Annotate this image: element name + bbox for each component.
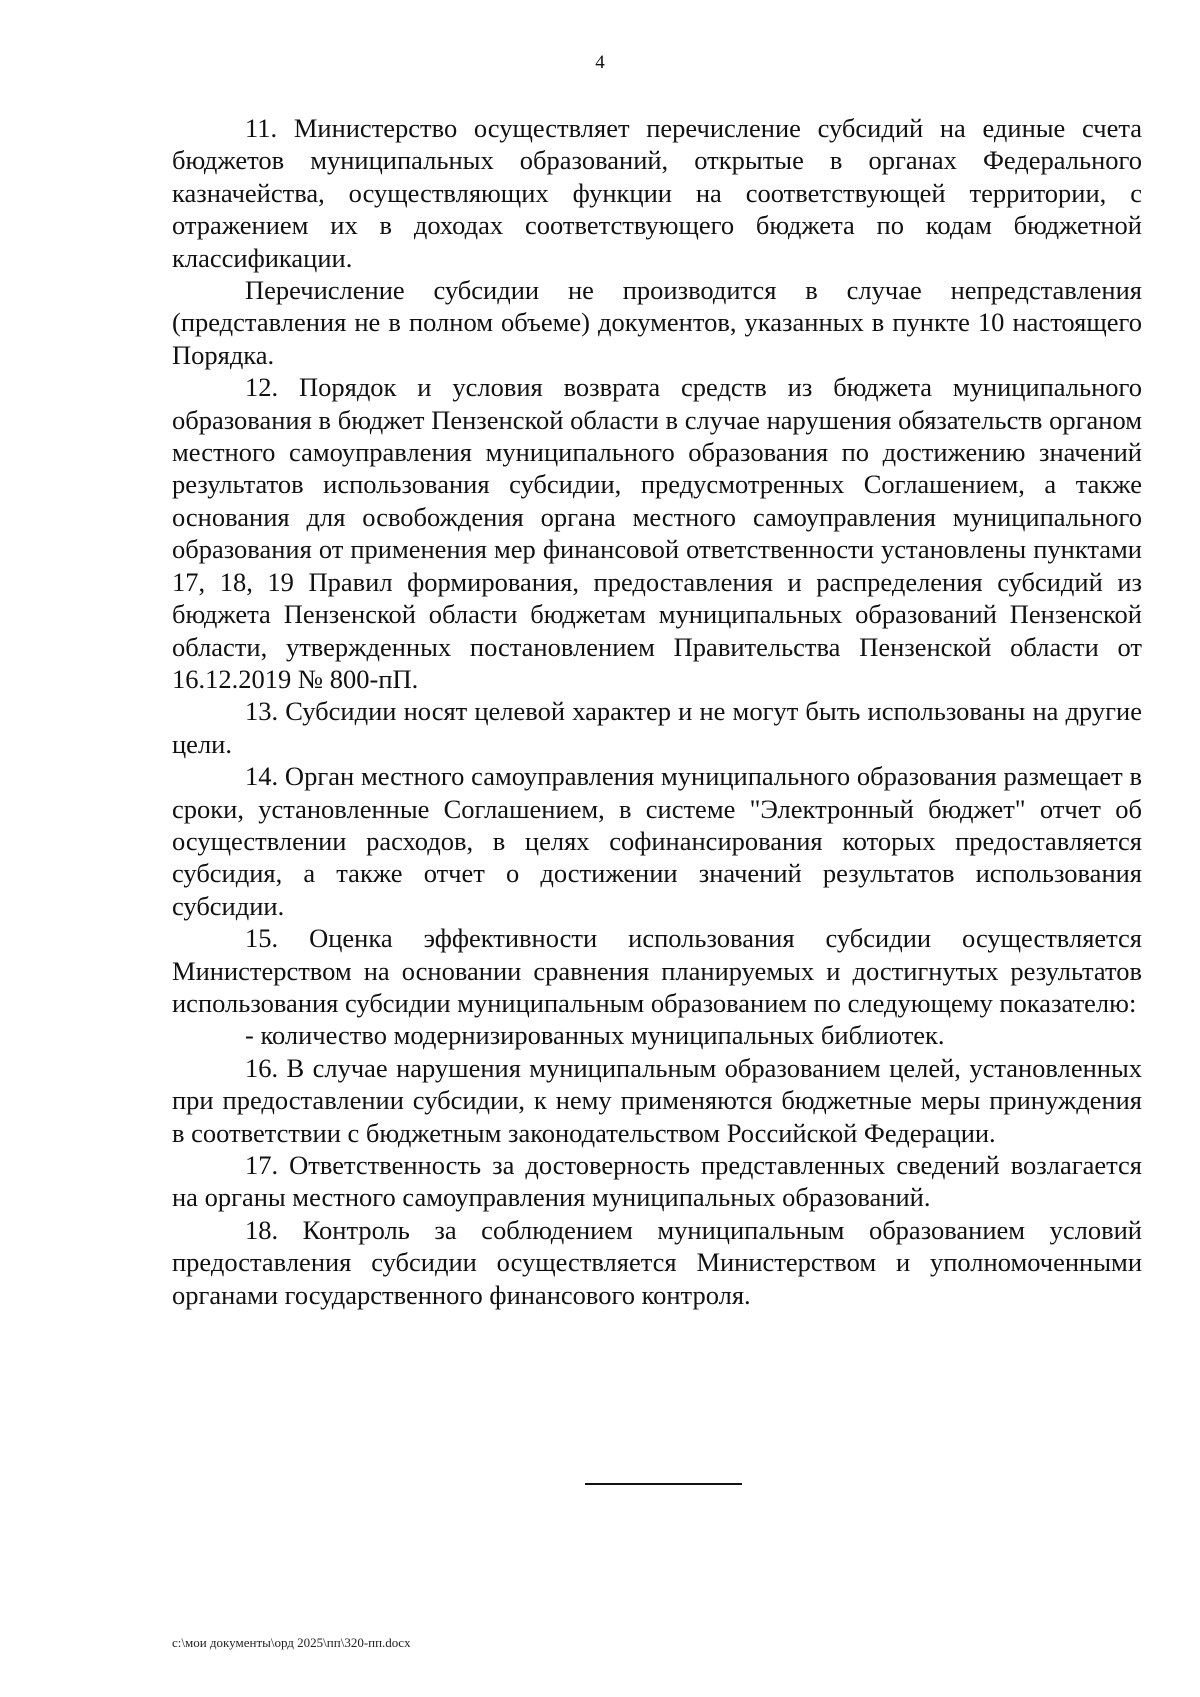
paragraph-13: 13. Субсидии носят целевой характер и не могут быть использованы на другие цели. [172,696,1142,759]
paragraph-15: 15. Оценка эффективности использования субсидии осуществляется Министерством на основании сравнения планируемых и достигнутых результатов использования субсидии муниципальным образованием по следующему показателю: [172,923,1142,1018]
paragraph-15-indicator: - количество модернизированных муниципальных библиотек. [245,1020,945,1051]
paragraph-17: 17. Ответственность за достоверность представленных сведений возлагается на органы местного самоуправления муниципальных образований. [172,1150,1142,1213]
paragraph-11-transfer: Перечисление субсидии не производится в случае непредставления (представления не в полном объеме) документов, указанных в пункте 10 настоящего Порядка. [172,275,1142,370]
paragraph-12: 12. Порядок и условия возврата средств из бюджета муниципального образования в бюджет Пензенской области в случае нарушения обязательств органом местного самоуправления муниципального образования по достижению значений результатов использования субсидии, предусмотренных Соглашением, а также основания для освобождения органа местного самоуправления муниципального образования от применения мер финансовой ответственности установлены пунктами 17, 18, 19 Правил формирования, предоставления и распределения субсидий из бюджета Пензенской области бюджетам муниципальных образований Пензенской области, утвержденных постановлением Правительства Пензенской области от 16.12.2019 № 800-пП. [172,372,1142,694]
paragraph-16: 16. В случае нарушения муниципальным образованием целей, установленных при предоставлении субсидии, к нему применяются бюджетные меры принуждения в соответствии с бюджетным законодательством Российской Федерации. [172,1052,1142,1148]
end-of-document-rule [585,1483,742,1485]
document-body [172,112,1142,1311]
paragraph-18: 18. Контроль за соблюдением муниципальным образованием условий предоставления субсидии осуществляется Министерством и уполномоченными органами государственного финансового контроля. [172,1214,1142,1310]
paragraph-11: 11. Министерство осуществляет перечисление субсидий на единые счета бюджетов муниципальных образований, открытые в органах Федерального казначейства, осуществляющих функции на соответствующей территории, с отражением их в доходах соответствующего бюджета по кодам бюджетной классификации. [172,113,1142,273]
footer-file-path: c:\мои документы\орд 2025\пп\320-пп.docx [172,1635,411,1650]
page-number: 4 [595,52,605,73]
paragraph-14: 14. Орган местного самоуправления муниципального образования размещает в сроки, установленные Соглашением, в системе "Электронный бюджет" отчет об осуществлении расходов, в целях софинансирования которых предоставляется субсидия, а также отчет о достижении значений результатов использования субсидии. [172,761,1142,921]
